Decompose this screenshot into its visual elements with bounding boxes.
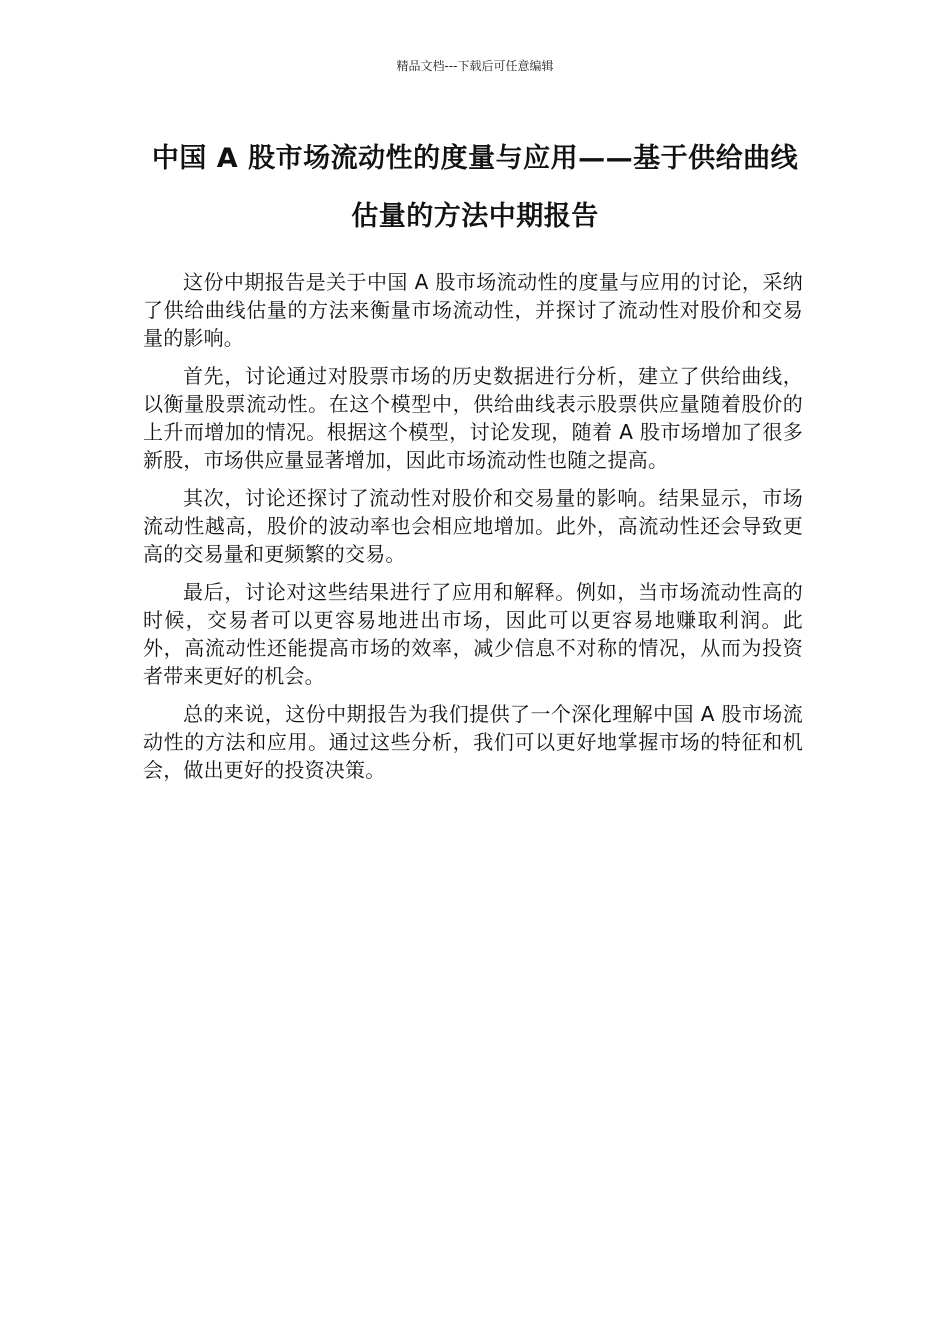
title-line-1: 中国 A 股市场流动性的度量与应用——基于供给曲线 xyxy=(151,143,799,174)
document-title xyxy=(120,130,830,246)
paragraph-3: 其次，讨论还探讨了流动性对股价和交易量的影响。结果显示，市场流动性越高，股价的波动率也会相应地增加。此外，高流动性还会导致更高的交易量和更频繁的交易。 xyxy=(143,486,803,566)
paragraph-2: 首先，讨论通过对股票市场的历史数据进行分析，建立了供给曲线，以衡量股票流动性。在这个模型中，供给曲线表示股票供应量随着股价的上升而增加的情况。根据这个模型，讨论发现，随着 A 股市场增加了很多新股，市场供应量显著增加，因此市场流动性也随之提高。 xyxy=(143,364,803,472)
header-note: 精品文档---下载后可任意编辑 xyxy=(396,59,554,73)
paragraph-4: 最后，讨论对这些结果进行了应用和解释。例如，当市场流动性高的时候，交易者可以更容易地进出市场，因此可以更容易地赚取利润。此外，高流动性还能提高市场的效率，减少信息不对称的情况，从而为投资者带来更好的机会。 xyxy=(143,580,803,688)
title-line-2: 估量的方法中期报告 xyxy=(351,201,599,232)
paragraph-5: 总的来说，这份中期报告为我们提供了一个深化理解中国 A 股市场流动性的方法和应用。通过这些分析，我们可以更好地掌握市场的特征和机会，做出更好的投资决策。 xyxy=(143,702,803,782)
paragraph-1: 这份中期报告是关于中国 A 股市场流动性的度量与应用的讨论，采纳了供给曲线估量的方法来衡量市场流动性，并探讨了流动性对股价和交易量的影响。 xyxy=(143,270,803,350)
document-body xyxy=(143,268,803,794)
